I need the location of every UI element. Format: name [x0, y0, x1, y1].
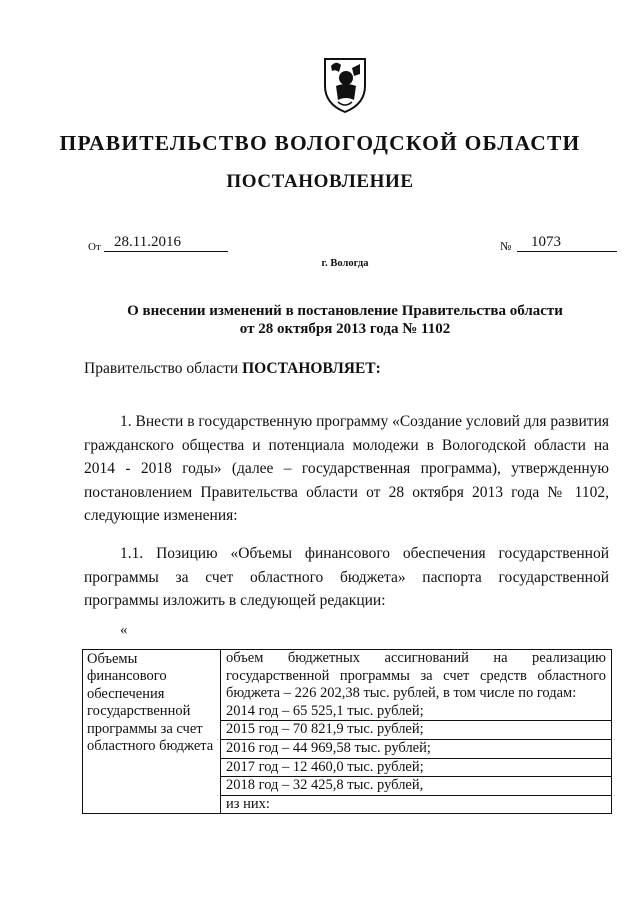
organization-title: ПРАВИТЕЛЬСТВО ВОЛОГОДСКОЙ ОБЛАСТИ [59, 131, 581, 155]
year-amount-2016: 2016 год – 44 969,58 тыс. рублей; [221, 740, 611, 759]
table-cell-content [221, 650, 612, 814]
table-row [83, 650, 612, 814]
financing-table [82, 649, 612, 814]
preamble [84, 360, 381, 378]
city-name: г. Вологда [321, 258, 369, 269]
preamble-bold: ПОСТАНОВЛЯЕТ: [242, 360, 381, 377]
document-type-title: ПОСТАНОВЛЕНИЕ [226, 171, 414, 192]
paragraph-1-1: 1.1. Позицию «Объемы финансового обеспечения государственной программы за счет областного бюджета» паспорта государственной программы изложить в следующей редакции: [84, 545, 609, 610]
paragraph-1: 1. Внести в государственную программу «Создание условий для развития гражданского общества и потенциала молодежи в Вологодской области на 2014 - 2018 годы» (далее – государственная программа), утвержденную постановлением Правительства области от 28 октября 2013 года № 1102, следующие изменения: [84, 413, 609, 525]
year-amount-2018: 2018 год – 32 425,8 тыс. рублей, [221, 777, 611, 796]
number-label: № [500, 239, 512, 253]
date-label: От [88, 241, 101, 253]
document-number: 1073 [517, 233, 617, 252]
coat-of-arms-emblem [322, 56, 368, 114]
subject-line-1: О внесении изменений в постановление Правительства области [127, 303, 563, 319]
of-them-label: из них: [226, 795, 270, 812]
document-subject [80, 302, 610, 338]
preamble-text: Правительство области [84, 360, 243, 377]
year-amount-2015: 2015 год – 70 821,9 тыс. рублей; [221, 721, 611, 740]
table-cell-label: Объемы финансового обеспечения государственной программы за счет областного бюджета [83, 650, 221, 814]
table-intro-text: объем бюджетных ассигнований на реализацию государственной программы за счет средств областного бюджета – 226 202,38 тыс. рублей, в том числе по годам: [226, 650, 606, 702]
subject-line-2: от 28 октября 2013 года № 1102 [239, 321, 451, 337]
year-amount-2014: 2014 год – 65 525,1 тыс. рублей; [221, 703, 611, 722]
document-date: 28.11.2016 [104, 233, 228, 252]
year-amount-2017: 2017 год – 12 460,0 тыс. рублей; [221, 759, 611, 778]
open-quote: « [120, 622, 128, 638]
